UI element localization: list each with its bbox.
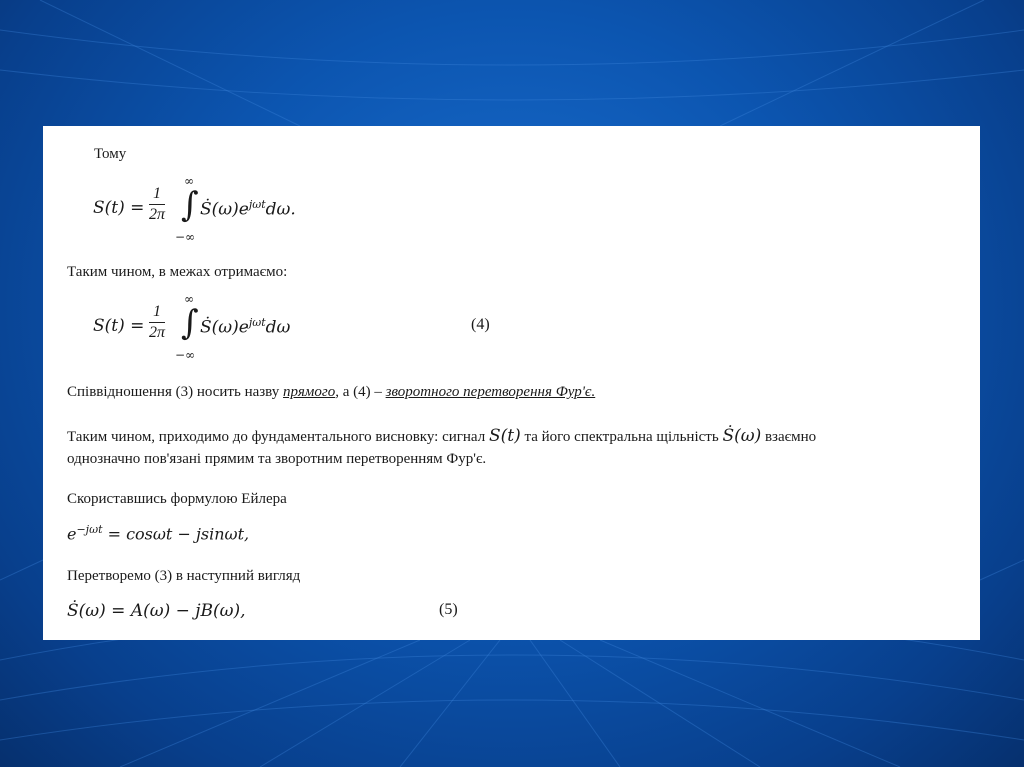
eq1-fraction (149, 186, 165, 223)
eq3-rest: = cosωt − jsinωt, (102, 524, 250, 544)
eq2-tail: dω (265, 317, 291, 338)
equation-1 (93, 174, 393, 244)
text-tomu: Тому (94, 146, 127, 162)
eq2-lower-limit: −∞ (175, 348, 196, 362)
paragraph-1: Таким чином, в межах отримаємо: (67, 264, 288, 280)
eq3-base: e (67, 524, 77, 544)
para2-text-c: , а (4) – (335, 384, 386, 400)
eq4-number: (5) (439, 601, 458, 618)
para3-text-c: взаємно (761, 429, 817, 445)
equation-3 (67, 523, 249, 543)
paragraph-5: Перетворемо (3) в наступний вигляд (67, 568, 301, 584)
para2-term-direct: прямого (283, 384, 336, 400)
para3-text-b: та його спектральна щільність (520, 429, 723, 445)
eq2-denominator: 2π (149, 324, 166, 341)
para2-term-inverse: зворотного перетворення Фур'є. (385, 384, 596, 400)
eq1-integrand (200, 198, 296, 220)
eq1-exponent: jωt (248, 198, 266, 211)
integral-sign-icon: ∫ (181, 303, 199, 343)
document-page (43, 126, 980, 640)
paragraph-4: Скориставшись формулою Ейлера (67, 491, 287, 507)
eq1-integrand-base: Ṡ(ω)e (200, 199, 249, 220)
eq4-text: Ṡ(ω) = A(ω) − jB(ω), (67, 601, 246, 621)
para3-signal: S(t) (488, 426, 521, 446)
para3-spectrum: Ṡ(ω) (722, 426, 762, 446)
paragraph-2 (67, 384, 595, 401)
eq1-denominator: 2π (149, 206, 166, 223)
equation-2 (93, 292, 553, 362)
paragraph-3-line-2: однозначно пов'язані прямим та зворотним перетворенням Фур'є. (67, 451, 487, 467)
eq1-lower-limit: −∞ (175, 230, 196, 244)
eq2-lhs: S(t) = (93, 316, 145, 336)
integral-sign-icon: ∫ (181, 185, 199, 225)
para2-text-a: Співвідношення (3) носить назву (67, 384, 284, 400)
eq2-numerator: 1 (149, 304, 165, 323)
eq1-upper-limit: ∞ (184, 174, 194, 188)
para3-text-a: Таким чином, приходимо до фундаментального висновку: сигнал (67, 429, 489, 445)
eq2-upper-limit: ∞ (184, 292, 194, 306)
eq2-integrand-base: Ṡ(ω)e (200, 317, 249, 338)
eq2-fraction (149, 304, 165, 341)
eq1-numerator: 1 (149, 186, 165, 205)
eq2-number: (4) (471, 316, 490, 333)
eq2-exponent: jωt (248, 316, 266, 329)
eq1-lhs: S(t) = (93, 198, 145, 218)
eq1-tail: dω. (265, 199, 296, 220)
paragraph-3-line-1 (67, 426, 816, 446)
eq3-exponent: −jωt (76, 523, 103, 536)
equation-4 (67, 601, 487, 621)
eq2-integrand (200, 316, 290, 338)
